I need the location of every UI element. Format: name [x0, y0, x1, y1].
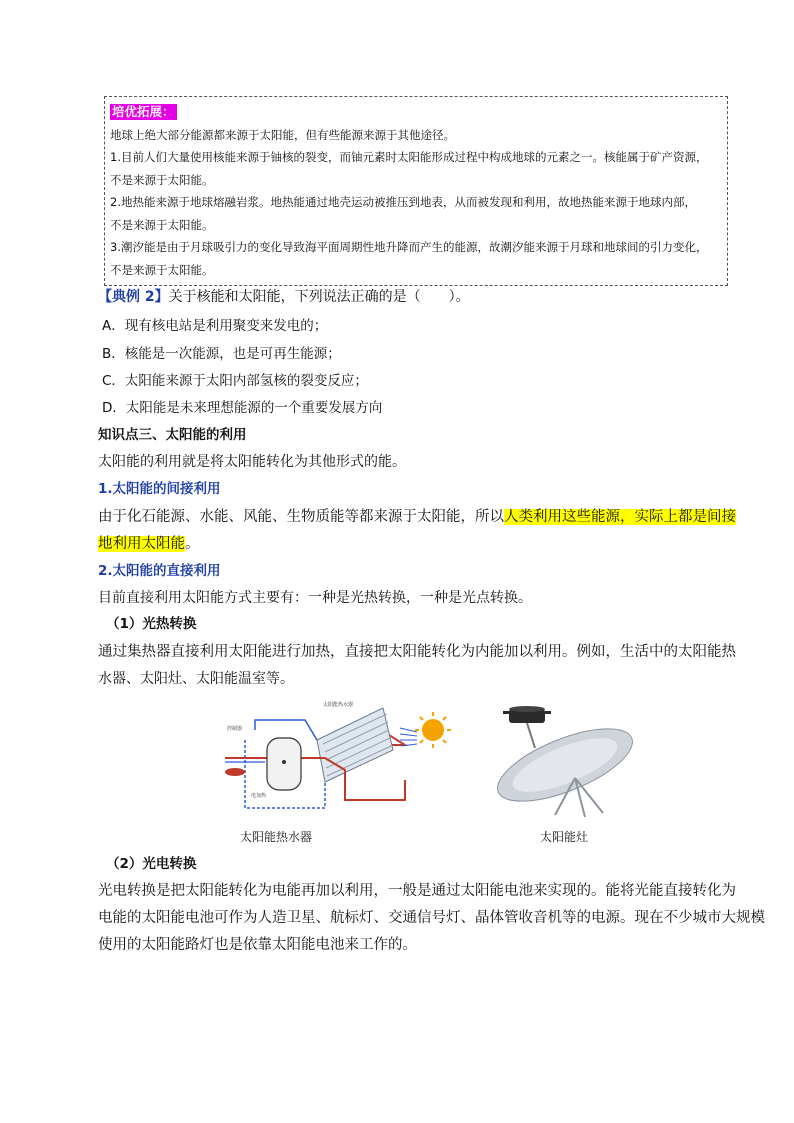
thermal-line2: 水器、太阳灶、太阳能温室等。	[98, 671, 294, 687]
option-a: A．现有核电站是利用聚变来发电的；	[102, 318, 328, 334]
collector-tubes	[317, 708, 393, 782]
example-question-text: 关于核能和太阳能，下列说法正确的是（ ）。	[168, 289, 470, 305]
shower-head	[225, 768, 245, 776]
thermal-line1: 通过集热器直接利用太阳能进行加热，直接把太阳能转化为内能加以利用。例如，生活中的太阳能热	[98, 644, 736, 660]
figure-caption-cooker: 太阳能灶	[540, 830, 589, 844]
expansion-line: 不是来源于太阳能。	[110, 217, 214, 232]
hot-pipe	[255, 720, 317, 740]
electric-line1: 光电转换是把太阳能转化为电能再加以利用，一般是通过太阳能电池来实现的。能将光能直接转化为	[98, 883, 736, 899]
section-heading: 知识点三、太阳能的利用	[98, 427, 247, 443]
solar-water-heater-diagram	[205, 700, 463, 818]
section-intro: 太阳能的利用就是将太阳能转化为其他形式的能。	[98, 454, 406, 470]
electric-line2: 电能的太阳能电池可作为人造卫星、航标灯、交通信号灯、晶体管收音机等的电源。现在不少城市大规模	[98, 910, 765, 926]
electric-line3: 使用的太阳能路灯也是依靠太阳能电池来工作的。	[98, 937, 417, 953]
indirect-text-end: 。	[185, 536, 200, 552]
indirect-heading: 1.太阳能的间接利用	[98, 481, 221, 497]
pot-icon	[503, 706, 551, 723]
example-question	[98, 287, 470, 307]
indirect-highlight: 人类利用这些能源，实际上都是间接	[504, 509, 736, 525]
option-b: B．核能是一次能源，也是可再生能源；	[102, 346, 341, 362]
expansion-title: 培优拓展：	[112, 104, 175, 119]
electric-heading: （2）光电转换	[106, 856, 197, 872]
tank-indicator	[282, 760, 286, 764]
indirect-text-line2	[98, 534, 200, 554]
example-tag: 【典例 2】	[98, 289, 169, 305]
expansion-line: 1.目前人们大量使用核能来源于铀核的裂变，而铀元素时太阳能形成过程中构成地球的元素之一。核能属于矿产资源，	[110, 150, 708, 164]
option-d: D．太阳能是未来理想能源的一个重要发展方向	[102, 400, 383, 416]
expansion-line: 地球上绝大部分能源都来源于太阳能，但有些能源来源于其他途径。	[110, 127, 455, 142]
thermal-heading: （1）光热转换	[106, 616, 197, 632]
expansion-line: 不是来源于太阳能。	[110, 262, 214, 277]
diagram-label-heater: 电加热	[251, 793, 267, 799]
pot-arm	[527, 723, 535, 748]
direct-text: 目前直接利用太阳能方式主要有：一种是光热转换，一种是光点转换。	[98, 590, 532, 606]
sun-icon	[415, 712, 451, 748]
indirect-text-line1	[98, 507, 736, 527]
diagram-label-top: 太阳能热水器	[323, 702, 354, 708]
expansion-box	[104, 96, 728, 286]
solar-cooker-image	[485, 703, 640, 821]
expansion-line: 3.潮汐能是由于月球吸引力的变化导致海平面周期性地升降而产生的能源，故潮汐能来源于月球和地球间的引力变化，	[110, 240, 708, 254]
option-c: C．太阳能来源于太阳内部氢核的裂变反应；	[102, 373, 368, 389]
diagram-label-controller: 控制器	[227, 726, 243, 732]
expansion-line: 2.地热能来源于地球熔融岩浆。地热能通过地壳运动被推压到地表，从而被发现和利用，故地热能来源于地球内部，	[110, 195, 696, 209]
figure-caption-heater: 太阳能热水器	[240, 830, 313, 844]
direct-heading: 2.太阳能的直接利用	[98, 563, 221, 579]
indirect-highlight: 地利用太阳能	[98, 536, 185, 552]
expansion-line: 不是来源于太阳能。	[110, 172, 214, 187]
indirect-text: 由于化石能源、水能、风能、生物质能等都来源于太阳能，所以	[98, 509, 504, 525]
